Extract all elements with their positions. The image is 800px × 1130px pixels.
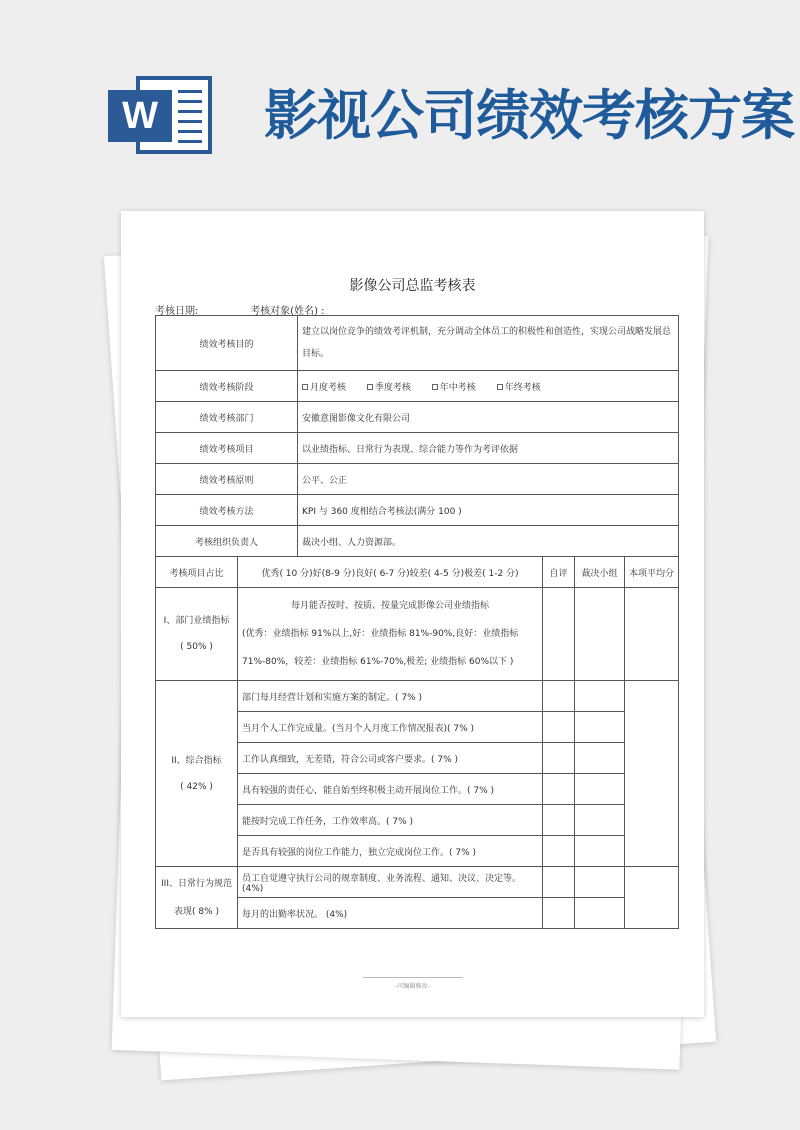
performance-row xyxy=(156,588,679,681)
banner-header xyxy=(0,0,800,200)
comprehensive-item: 能按时完成工作任务，工作效率高。( 7% ) xyxy=(238,805,543,836)
row-label: 绩效考核项目 xyxy=(156,433,298,464)
self-score-cell[interactable] xyxy=(543,743,575,774)
row-label: 绩效考核阶段 xyxy=(156,371,298,402)
average-score-cell[interactable] xyxy=(625,681,679,867)
comprehensive-label: II、综合指标 ( 42% ) xyxy=(156,681,238,867)
panel-score-cell[interactable] xyxy=(575,805,625,836)
self-score-cell[interactable] xyxy=(543,836,575,867)
col-header-grades: 优秀( 10 分)好(8-9 分)良好( 6-7 分)较差( 4-5 分)极差( 1-2 分) xyxy=(238,557,543,588)
checkbox-icon[interactable] xyxy=(497,384,503,390)
score-header-row xyxy=(156,557,679,588)
panel-score-cell[interactable] xyxy=(575,836,625,867)
self-score-cell[interactable] xyxy=(543,805,575,836)
checkbox-icon[interactable] xyxy=(302,384,308,390)
daily-row xyxy=(156,867,679,898)
row-label: 绩效考核目的 xyxy=(156,316,298,371)
performance-label: I、部门业绩指标 ( 50% ) xyxy=(156,588,238,681)
row-label: 绩效考核方法 xyxy=(156,495,298,526)
self-score-cell[interactable] xyxy=(543,867,575,898)
daily-label: III、日常行为规范 表现( 8% ) xyxy=(156,867,238,929)
panel-score-cell[interactable] xyxy=(575,774,625,805)
stage-option[interactable]: 月度考核 xyxy=(302,380,346,393)
self-score-cell[interactable] xyxy=(543,774,575,805)
footer-note: -可编辑修改- xyxy=(395,983,430,990)
page-title: 影视公司绩效考核方案 xyxy=(264,83,794,147)
row-value: 公平、公正 xyxy=(298,464,679,495)
average-score-cell[interactable] xyxy=(625,588,679,681)
self-score-cell[interactable] xyxy=(543,898,575,929)
row-value: KPI 与 360 度相结合考核法(满分 100 ) xyxy=(298,495,679,526)
stage-option[interactable]: 季度考核 xyxy=(367,380,411,393)
panel-score-cell[interactable] xyxy=(575,681,625,712)
comprehensive-item: 具有较强的责任心，能自始至终积极主动开展岗位工作。( 7% ) xyxy=(238,774,543,805)
daily-item: 每月的出勤率状况。 (4%) xyxy=(238,898,543,929)
table-row xyxy=(156,433,679,464)
row-label: 绩效考核部门 xyxy=(156,402,298,433)
stage-options xyxy=(298,371,679,402)
panel-score-cell[interactable] xyxy=(575,712,625,743)
document-page xyxy=(121,211,704,1017)
panel-score-cell[interactable] xyxy=(575,743,625,774)
self-score-cell[interactable] xyxy=(543,681,575,712)
stage-option[interactable]: 年中考核 xyxy=(432,380,476,393)
table-row xyxy=(156,371,679,402)
self-score-cell[interactable] xyxy=(543,588,575,681)
table-row xyxy=(156,402,679,433)
row-label: 考核组织负责人 xyxy=(156,526,298,557)
assessment-table xyxy=(155,315,679,929)
stage-option[interactable]: 年终考核 xyxy=(497,380,541,393)
review-target-label: 考核对象(姓名) : xyxy=(250,306,325,317)
table-row xyxy=(156,495,679,526)
row-label: 绩效考核原则 xyxy=(156,464,298,495)
checkbox-icon[interactable] xyxy=(432,384,438,390)
col-header-self: 自评 xyxy=(543,557,575,588)
table-row xyxy=(156,316,679,371)
col-header-panel: 裁决小组 xyxy=(575,557,625,588)
row-value: 裁决小组、人力资源部。 xyxy=(298,526,679,557)
table-row xyxy=(156,464,679,495)
word-logo-letter: W xyxy=(122,95,158,137)
panel-score-cell[interactable] xyxy=(575,867,625,898)
row-value: 以业绩指标、日常行为表现、综合能力等作为考评依据 xyxy=(298,433,679,464)
document-title: 影像公司总监考核表 xyxy=(349,278,476,294)
col-header-item: 考核项目占比 xyxy=(156,557,238,588)
comprehensive-item: 是否具有较强的岗位工作能力，独立完成岗位工作。( 7% ) xyxy=(238,836,543,867)
word-logo-icon xyxy=(108,76,212,154)
row-value: 建立以岗位竞争的绩效考评机制，充分调动全体员工的积极性和创造性，实现公司战略发展总目标。 xyxy=(298,316,679,371)
panel-score-cell[interactable] xyxy=(575,898,625,929)
daily-item: 员工自觉遵守执行公司的规章制度、业务流程、通知、决议、决定等。(4%) xyxy=(238,867,543,898)
performance-criteria: 每月能否按时、按质、按量完成影像公司业绩指标 (优秀：业绩指标 91%以上,好：业绩指标 81%-90%,良好：业绩指标 71%-80%，较差：业绩指标 61%-70%,极差; 业绩指标 60%以下 ) xyxy=(238,588,543,681)
average-score-cell[interactable] xyxy=(625,867,679,929)
self-score-cell[interactable] xyxy=(543,712,575,743)
footer-divider xyxy=(363,977,463,978)
row-value: 安徽意图影像文化有限公司 xyxy=(298,402,679,433)
col-header-average: 本项平均分 xyxy=(625,557,679,588)
panel-score-cell[interactable] xyxy=(575,588,625,681)
comprehensive-row xyxy=(156,681,679,712)
table-row xyxy=(156,526,679,557)
comprehensive-item: 当月个人工作完成量。(当月个人月度工作情况报表)( 7% ) xyxy=(238,712,543,743)
comprehensive-item: 部门每月经营计划和实施方案的制定。( 7% ) xyxy=(238,681,543,712)
review-date-label: 考核日期: xyxy=(155,306,199,317)
comprehensive-item: 工作认真细致，无差错，符合公司或客户要求。( 7% ) xyxy=(238,743,543,774)
checkbox-icon[interactable] xyxy=(367,384,373,390)
